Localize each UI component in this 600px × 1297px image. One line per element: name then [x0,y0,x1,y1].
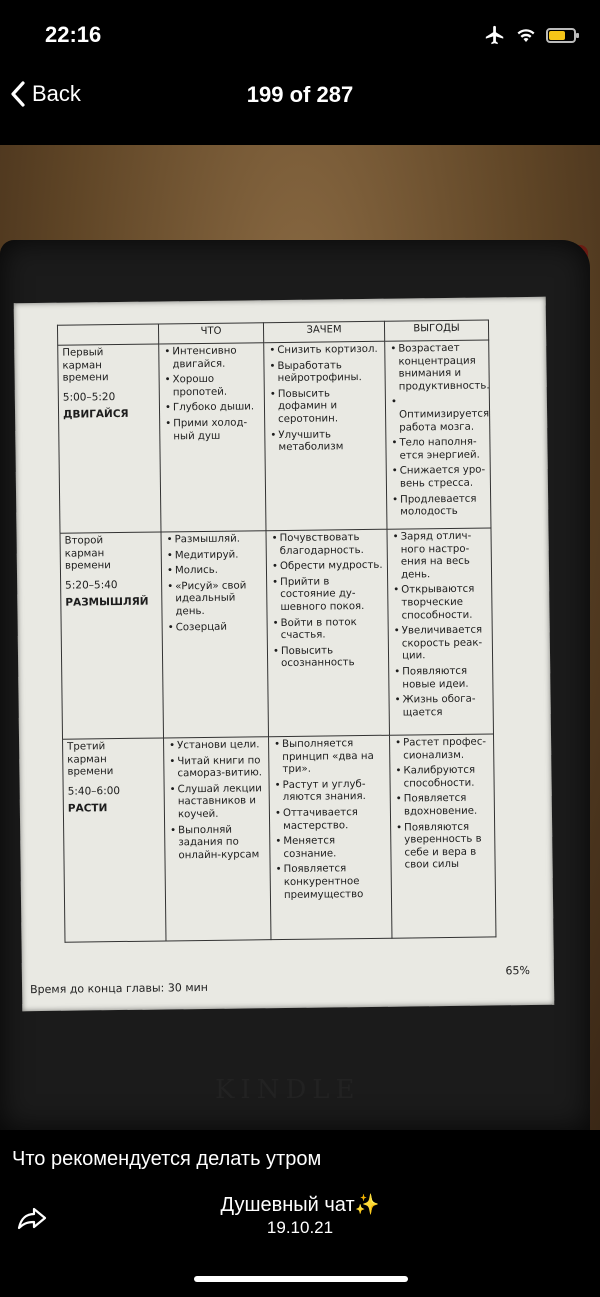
row-action: ДВИГАЙСЯ [62,408,129,422]
back-label: Back [32,81,81,106]
row-label-cell [58,344,161,533]
list-item: • Выполняй задания по онлайн-курсам [169,824,265,863]
header-cell-why: ЗАЧЕМ [263,321,384,342]
list-item: • Растут и углуб-ляются знания. [274,779,386,806]
wifi-icon [516,27,536,43]
list-item: • Растет профес-сионализм. [394,737,489,763]
photo-caption: Что рекомендуется делать утром [12,1148,322,1170]
row-label: Третий карман времени [67,741,114,778]
list-item: • Калибруются способности. [394,765,489,791]
list-item: • Хорошо пропотей. [164,373,260,399]
list-item: • Глубоко дыши. [164,402,260,416]
list-item: • Интенсивно двигайся. [163,345,259,371]
list-item: • Прийти в состояние ду-шевного покоя. [271,576,383,615]
header-cell-benefits: ВЫГОДЫ [384,320,488,341]
table-row [63,734,496,942]
table-row [60,528,493,739]
list-item: • Жизнь обога-щается [394,694,489,720]
status-icons [484,24,576,46]
row-time: 5:40–6:00 [67,784,121,798]
benefits-cell [387,528,494,735]
list-item: • Молись. [166,564,262,578]
list-item: • Повысить осознанность [272,645,384,672]
list-item: • Появляется конкурентное преимущество [275,863,387,902]
why-cell [266,529,390,736]
benefits-cell [385,340,491,529]
list-item: • Заряд отлич-ного настро-ения на весь день. [392,531,488,583]
list-item: • Возрастает концентрация внимания и продуктивность. [389,343,485,395]
row-time: 5:20–5:40 [65,578,118,592]
home-indicator [194,1276,408,1282]
row-time: 5:00–5:20 [62,390,116,404]
what-cell [159,343,266,532]
photo-counter: 199 of 287 [246,82,354,107]
message-date: 19.10.21 [266,1218,334,1237]
list-item: • Появляются новые идеи. [393,665,488,691]
photo[interactable] [0,145,600,1130]
list-item: • Читай книги по самораз-витию. [168,755,264,781]
list-item: • Меняется сознание. [274,835,386,862]
list-item: • Созерцай [167,621,263,635]
list-item: • Размышляй. [166,533,262,547]
row-action: РАСТИ [67,802,108,816]
why-cell [264,341,387,530]
kindle-screen [14,297,555,1011]
list-item: • Почувствовать благодарность. [271,532,383,559]
battery-icon [546,28,576,43]
row-label-cell [60,532,164,739]
list-item: • Повысить дофамин и серотонин. [269,388,381,427]
list-item: • Прими холод-ный душ [164,417,260,443]
list-item: • «Рисуй» свой идеальный день. [166,580,262,619]
list-item: • Улучшить метаболизм [269,428,381,455]
kindle-device [0,240,590,1130]
nav-bar [0,70,600,126]
why-cell [269,735,392,939]
header-cell [57,324,158,345]
list-item: • Войти в поток счастья. [272,616,384,643]
what-cell [164,737,271,941]
airplane-icon [484,24,506,46]
list-item: • Снизить кортизол. [268,344,380,358]
list-item: • Открываются творческие способности. [392,584,487,623]
what-cell [161,531,269,738]
header-cell-what: ЧТО [158,323,263,344]
reading-progress: 65% [505,964,530,978]
list-item: • Оттачивается мастерство. [274,807,386,834]
chapter-time-left: Время до конца главы: 30 мин [30,980,209,997]
list-item: • Выполняется принцип «два на три». [273,738,385,777]
list-item: • Снижается уро-вень стресса. [391,465,486,491]
list-item: • Увеличивается скорость реак-ции. [393,625,488,664]
book-table [57,319,497,942]
list-item: • Обрести мудрость. [271,560,383,574]
table-row [58,340,491,533]
list-item: • Медитируй. [166,549,262,563]
chat-name: Душевный чат✨ [220,1194,380,1216]
list-item: • Появляются уверенность в себе и вера в свои силы [395,821,491,873]
status-time: 22:16 [45,22,102,47]
list-item: • Слушай лекции наставников и коучей. [169,783,265,822]
list-item: • Выработать нейротрофины. [268,359,380,386]
list-item: • Оптимизируется работа мозга. [390,396,485,435]
kindle-brand-logo: KINDLE [215,1075,361,1105]
row-label-cell [63,738,166,942]
list-item: • Продлевается молодость [391,493,486,519]
list-item: • Установи цели. [168,739,264,753]
status-bar [0,0,600,70]
list-item: • Тело наполня-ется энергией. [390,437,485,463]
row-label: Второй карман времени [64,535,111,572]
list-item: • Появляется вдохновение. [395,793,490,819]
row-label: Первый карман времени [62,347,109,384]
row-action: РАЗМЫШЛЯЙ [65,596,149,610]
benefits-cell [390,734,496,938]
